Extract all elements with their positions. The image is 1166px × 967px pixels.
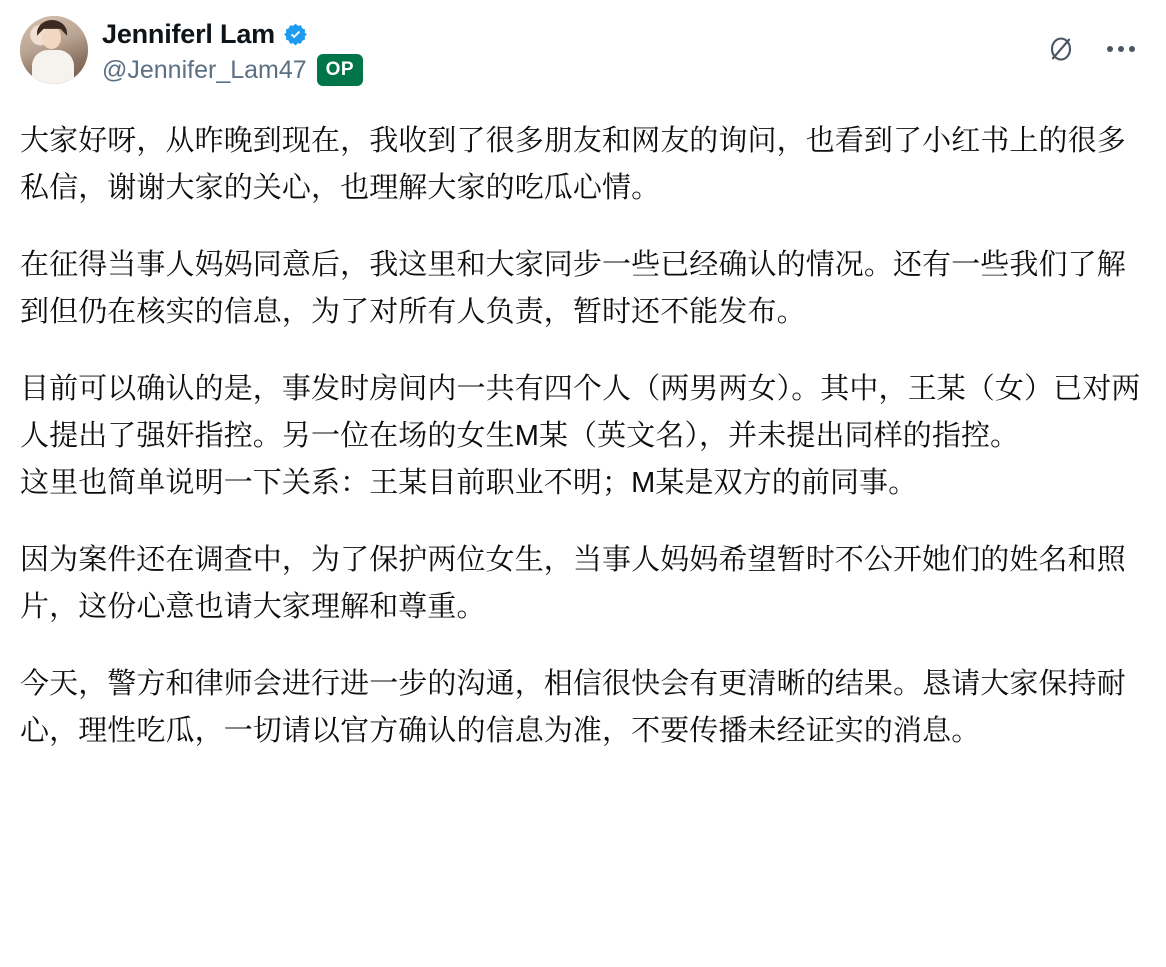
- post-header: [20, 16, 1142, 102]
- handle-row: [102, 54, 363, 86]
- verified-badge-icon: [283, 22, 308, 47]
- post-paragraph-3: 目前可以确认的是，事发时房间内一共有四个人（两男两女）。其中，王某（女）已对两人提出了强奸指控。另一位在场的女生M某（英文名），并未提出同样的指控。: [20, 373, 1141, 452]
- display-name-row: [102, 18, 363, 50]
- author-block: [102, 16, 363, 86]
- more-options-icon[interactable]: [1104, 32, 1138, 66]
- post-body: [20, 118, 1142, 755]
- post-paragraph-2: 在征得当事人妈妈同意后，我这里和大家同步一些已经确认的情况。还有一些我们了解到但仍在核实的信息，为了对所有人负责，暂时还不能发布。: [20, 249, 1126, 328]
- avatar[interactable]: [20, 16, 88, 84]
- author-handle[interactable]: @Jennifer_Lam47: [102, 56, 307, 84]
- avatar-body-shape: [32, 50, 74, 84]
- mute-slash-icon[interactable]: [1044, 32, 1078, 66]
- header-actions: [1044, 32, 1138, 66]
- post-paragraph-4: 这里也简单说明一下关系：王某目前职业不明；M某是双方的前同事。: [20, 467, 918, 499]
- avatar-face-shape: [42, 26, 61, 49]
- ellipsis-dots: [1107, 46, 1135, 52]
- op-badge: OP: [317, 54, 363, 86]
- post-paragraph-6: 今天，警方和律师会进行进一步的沟通，相信很快会有更清晰的结果。恳请大家保持耐心，理性吃瓜，一切请以官方确认的信息为准，不要传播未经证实的消息。: [20, 668, 1126, 747]
- post-paragraph-5: 因为案件还在调查中，为了保护两位女生，当事人妈妈希望暂时不公开她们的姓名和照片，这份心意也请大家理解和尊重。: [20, 544, 1126, 623]
- author-display-name[interactable]: Jenniferl Lam: [102, 19, 275, 49]
- post-paragraph-1: 大家好呀，从昨晚到现在，我收到了很多朋友和网友的询问，也看到了小红书上的很多私信，谢谢大家的关心，也理解大家的吃瓜心情。: [20, 125, 1126, 204]
